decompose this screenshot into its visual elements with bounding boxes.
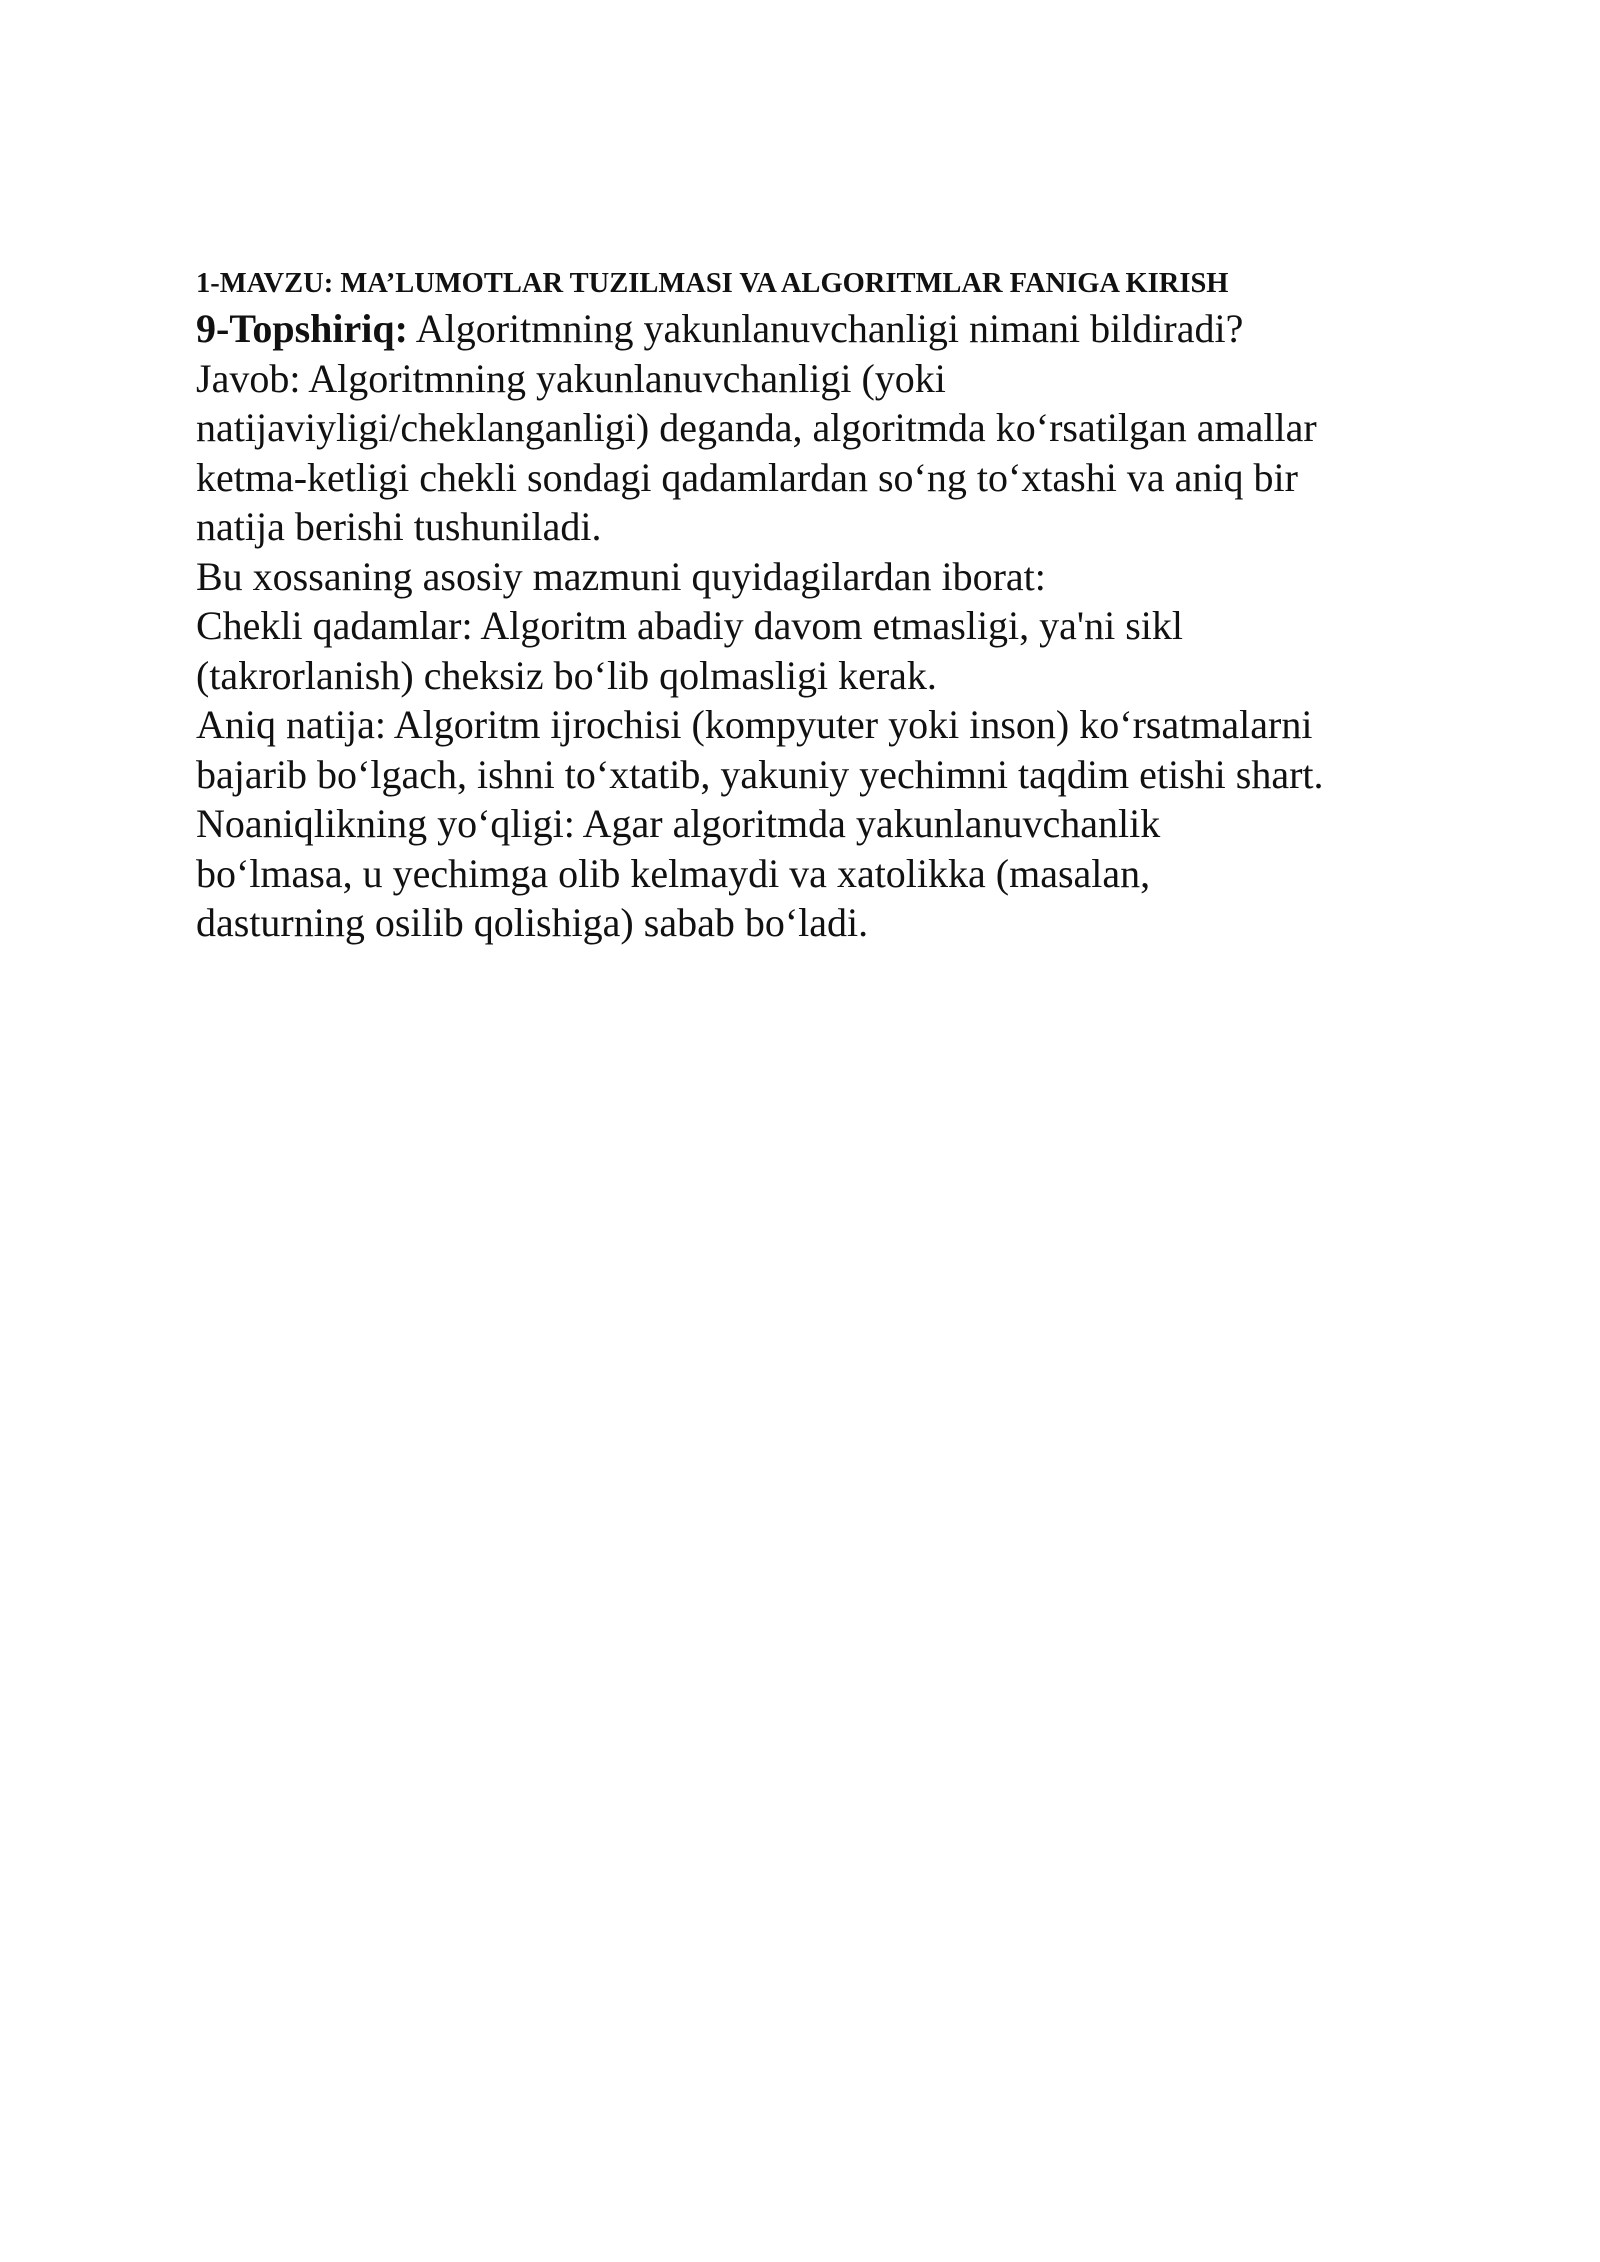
intro-line: Bu xossaning asosiy mazmuni quyidagilardan iborat: — [196, 553, 1046, 599]
point-line: (takrorlanish) cheksiz bo‘lib qolmasligi kerak. — [196, 652, 937, 698]
answer-line: ketma-ketligi chekli sondagi qadamlardan so‘ng to‘xtashi va aniq bir — [196, 454, 1298, 500]
answer-line: natijaviyligi/cheklanganligi) deganda, algoritmda ko‘rsatilgan amallar — [196, 405, 1317, 450]
document-content — [196, 266, 1446, 948]
point-line: Chekli qadamlar: Algoritm abadiy davom etmasligi, ya'ni sikl — [196, 603, 1184, 648]
answer-line: natija berishi tushuniladi. — [196, 504, 602, 549]
task-label: 9-Topshiriq: — [196, 306, 408, 351]
answer-paragraph — [196, 354, 1446, 552]
point-line: dasturning osilib qolishiga) sabab bo‘ladi. — [196, 900, 869, 945]
intro-paragraph — [196, 552, 1446, 602]
answer-line: Javob: Algoritmning yakunlanuvchanligi (yoki — [196, 355, 946, 401]
point-line: bajarib bo‘lgach, ishni to‘xtatib, yakuniy yechimni taqdim etishi shart. — [196, 751, 1324, 797]
task-question-line — [196, 304, 1446, 354]
task-question: Algoritmning yakunlanuvchanligi nimani bildiradi? — [407, 306, 1244, 351]
point-line: Aniq natija: Algoritm ijrochisi (kompyuter yoki inson) ko‘rsatmalarni — [196, 702, 1313, 747]
point-line: bo‘lmasa, u yechimga olib kelmaydi va xatolikka (masalan, — [196, 850, 1151, 896]
point-definite-result — [196, 700, 1446, 799]
point-finite-steps — [196, 601, 1446, 700]
point-line: Noaniqlikning yo‘qligi: Agar algoritmda yakunlanuvchanlik — [196, 801, 1161, 846]
topic-heading: 1-MAVZU: MA’LUMOTLAR TUZILMASI VA ALGORITMLAR FANIGA KIRISH — [196, 268, 1229, 299]
point-no-ambiguity — [196, 799, 1446, 948]
